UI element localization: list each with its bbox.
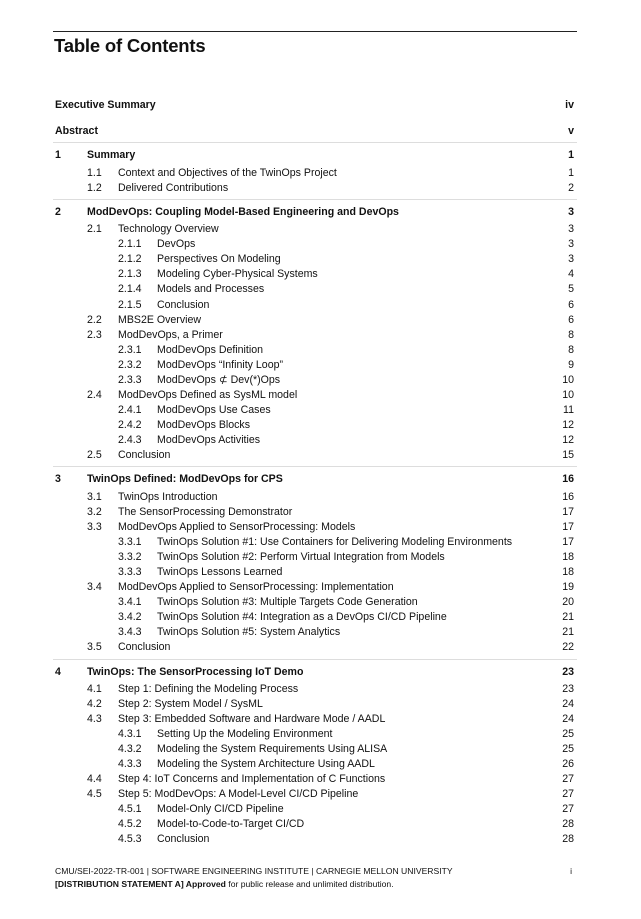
toc-entry-number: 1 xyxy=(55,149,61,161)
toc-entry-number: 2.2 xyxy=(87,314,102,326)
toc-entry-page: 3 xyxy=(568,223,574,235)
toc-entry-title: Step 2: System Model / SysML xyxy=(118,698,263,710)
toc-entry-number: 1.2 xyxy=(87,182,102,194)
footer-page-number: i xyxy=(570,866,572,876)
toc-entry-title: Model-Only CI/CD Pipeline xyxy=(157,803,284,815)
toc-entry-title: TwinOps Solution #5: System Analytics xyxy=(157,626,341,638)
toc-chapter-entry[interactable] xyxy=(55,205,575,219)
toc-entry-number: 4.5.3 xyxy=(118,833,142,845)
toc-entry-title: ModDevOps Defined as SysML model xyxy=(118,389,298,401)
toc-entry-number: 3.3 xyxy=(87,521,102,533)
toc-entry-page: 25 xyxy=(562,743,574,755)
toc-entry-number: 2.4.1 xyxy=(118,404,142,416)
toc-entry-page: 3 xyxy=(568,238,574,250)
toc-entry-page: 16 xyxy=(562,473,574,485)
toc-subsection-entry[interactable] xyxy=(55,550,575,564)
toc-entry-number: 2.1.5 xyxy=(118,299,142,311)
toc-entry-page: 3 xyxy=(568,253,574,265)
toc-entry-number: 3.3.2 xyxy=(118,551,142,563)
toc-entry-page: 27 xyxy=(562,773,574,785)
toc-front-matter-entry[interactable] xyxy=(55,98,575,112)
toc-entry-title: The SensorProcessing Demonstrator xyxy=(118,506,293,518)
top-rule xyxy=(53,31,577,32)
toc-section-entry[interactable] xyxy=(55,772,575,786)
toc-entry-number: 3.3.3 xyxy=(118,566,142,578)
footer-distribution-text: for public release and unlimited distribution. xyxy=(225,879,394,889)
toc-subsection-entry[interactable] xyxy=(55,802,575,816)
toc-entry-number: 2.3 xyxy=(87,329,102,341)
toc-entry-page: 5 xyxy=(568,283,574,295)
toc-entry-page: 27 xyxy=(562,803,574,815)
toc-entry-title: Conclusion xyxy=(157,833,210,845)
toc-entry-title: Conclusion xyxy=(118,449,171,461)
toc-entry-title: Models and Processes xyxy=(157,283,265,295)
toc-entry-page: 27 xyxy=(562,788,574,800)
toc-entry-number: 2.1.3 xyxy=(118,268,142,280)
toc-entry-page: 10 xyxy=(562,374,574,386)
toc-subsection-entry[interactable] xyxy=(55,832,575,846)
toc-entry-title: DevOps xyxy=(157,238,196,250)
toc-subsection-entry[interactable] xyxy=(55,565,575,579)
toc-section-entry[interactable] xyxy=(55,505,575,519)
toc-section-entry[interactable] xyxy=(55,712,575,726)
toc-entry-title: Step 1: Defining the Modeling Process xyxy=(118,683,299,695)
toc-entry-number: 4.5.1 xyxy=(118,803,142,815)
toc-entry-number: 4.5 xyxy=(87,788,102,800)
toc-section-entry[interactable] xyxy=(55,580,575,594)
toc-entry-title: TwinOps Defined: ModDevOps for CPS xyxy=(87,473,283,485)
toc-entry-number: 1.1 xyxy=(87,167,102,179)
toc-entry-number: 2.3.2 xyxy=(118,359,142,371)
toc-entry-number: 2.1.1 xyxy=(118,238,142,250)
toc-entry-title: Setting Up the Modeling Environment xyxy=(157,728,333,740)
toc-entry-title: ModDevOps: Coupling Model-Based Engineering and DevOps xyxy=(87,206,399,218)
toc-entry-page: 15 xyxy=(562,449,574,461)
toc-subsection-entry[interactable] xyxy=(55,433,575,447)
toc-entry-page: 25 xyxy=(562,728,574,740)
footer-publisher: CMU/SEI-2022-TR-001 | SOFTWARE ENGINEERING INSTITUTE | CARNEGIE MELLON UNIVERSITY xyxy=(55,866,453,876)
toc-entry-number: 2.5 xyxy=(87,449,102,461)
toc-entry-title: ModDevOps Definition xyxy=(157,344,263,356)
toc-entry-title: MBS2E Overview xyxy=(118,314,202,326)
toc-entry-title: Modeling the System Requirements Using ALISA xyxy=(157,743,388,755)
toc-entry-number: 2.4.2 xyxy=(118,419,142,431)
toc-entry-title: Step 4: IoT Concerns and Implementation of C Functions xyxy=(118,773,386,785)
toc-entry-number: 3.5 xyxy=(87,641,102,653)
toc-subsection-entry[interactable] xyxy=(55,282,575,296)
toc-section-entry[interactable] xyxy=(55,388,575,402)
toc-entry-number: 4.1 xyxy=(87,683,102,695)
toc-subsection-entry[interactable] xyxy=(55,595,575,609)
toc-subsection-entry[interactable] xyxy=(55,757,575,771)
toc-entry-page: 21 xyxy=(562,611,574,623)
toc-entry-title: Step 3: Embedded Software and Hardware Mode / AADL xyxy=(118,713,386,725)
toc-entry-page: 1 xyxy=(568,149,574,161)
toc-entry-page: 4 xyxy=(568,268,574,280)
toc-entry-title: Step 5: ModDevOps: A Model-Level CI/CD Pipeline xyxy=(118,788,359,800)
toc-section-entry[interactable] xyxy=(55,222,575,236)
toc-section-entry[interactable] xyxy=(55,448,575,462)
toc-entry-page: v xyxy=(568,125,574,137)
section-separator xyxy=(53,659,577,660)
toc-subsection-entry[interactable] xyxy=(55,373,575,387)
toc-entry-title: ModDevOps Activities xyxy=(157,434,261,446)
toc-entry-number: 4.5.2 xyxy=(118,818,142,830)
toc-entry-title: Summary xyxy=(87,149,136,161)
toc-entry-title: ModDevOps Applied to SensorProcessing: Models xyxy=(118,521,356,533)
toc-section-entry[interactable] xyxy=(55,520,575,534)
toc-entry-number: 3.3.1 xyxy=(118,536,142,548)
toc-entry-page: 20 xyxy=(562,596,574,608)
toc-entry-title: TwinOps Solution #3: Multiple Targets Code Generation xyxy=(157,596,418,608)
toc-subsection-entry[interactable] xyxy=(55,403,575,417)
toc-entry-page: 21 xyxy=(562,626,574,638)
toc-entry-page: 17 xyxy=(562,536,574,548)
toc-entry-number: 2 xyxy=(55,206,61,218)
toc-entry-title: ModDevOps Use Cases xyxy=(157,404,271,416)
toc-entry-page: 24 xyxy=(562,713,574,725)
toc-entry-page: 16 xyxy=(562,491,574,503)
toc-section-entry[interactable] xyxy=(55,697,575,711)
toc-entry-title: TwinOps Solution #4: Integration as a DevOps CI/CD Pipeline xyxy=(157,611,447,623)
toc-entry-page: 12 xyxy=(562,434,574,446)
toc-entry-page: 6 xyxy=(568,314,574,326)
toc-entry-page: 6 xyxy=(568,299,574,311)
toc-entry-page: 18 xyxy=(562,551,574,563)
toc-entry-title: Abstract xyxy=(55,125,98,137)
toc-entry-number: 2.3.1 xyxy=(118,344,142,356)
toc-entry-title: Delivered Contributions xyxy=(118,182,229,194)
toc-entry-number: 3.4 xyxy=(87,581,102,593)
toc-entry-title: Executive Summary xyxy=(55,99,156,111)
toc-entry-page: 11 xyxy=(563,404,574,416)
toc-entry-number: 3.4.1 xyxy=(118,596,142,608)
toc-entry-title: TwinOps Solution #2: Perform Virtual Integration from Models xyxy=(157,551,445,563)
toc-entry-number: 4 xyxy=(55,666,61,678)
page-title: Table of Contents xyxy=(54,35,206,56)
toc-entry-number: 3 xyxy=(55,473,61,485)
toc-entry-number: 2.4 xyxy=(87,389,102,401)
toc-entry-number: 4.3 xyxy=(87,713,102,725)
toc-entry-number: 2.1.4 xyxy=(118,283,142,295)
toc-entry-page: 1 xyxy=(568,167,574,179)
toc-entry-title: ModDevOps “Infinity Loop” xyxy=(157,359,284,371)
toc-subsection-entry[interactable] xyxy=(55,535,575,549)
toc-entry-page: 8 xyxy=(568,329,574,341)
toc-entry-page: 19 xyxy=(562,581,574,593)
toc-entry-number: 2.1.2 xyxy=(118,253,142,265)
toc-entry-number: 3.4.2 xyxy=(118,611,142,623)
toc-entry-page: 8 xyxy=(568,344,574,356)
toc-subsection-entry[interactable] xyxy=(55,742,575,756)
toc-entry-number: 3.4.3 xyxy=(118,626,142,638)
toc-entry-title: Technology Overview xyxy=(118,223,219,235)
toc-section-entry[interactable] xyxy=(55,787,575,801)
toc-subsection-entry[interactable] xyxy=(55,727,575,741)
toc-entry-page: 28 xyxy=(562,833,574,845)
toc-subsection-entry[interactable] xyxy=(55,252,575,266)
toc-entry-page: 23 xyxy=(562,683,574,695)
section-separator xyxy=(53,466,577,467)
toc-entry-title: Conclusion xyxy=(157,299,210,311)
footer-line-1 xyxy=(55,866,575,877)
toc-chapter-entry[interactable] xyxy=(55,472,575,486)
toc-subsection-entry[interactable] xyxy=(55,610,575,624)
toc-chapter-entry[interactable] xyxy=(55,665,575,679)
toc-entry-title: ModDevOps, a Primer xyxy=(118,329,223,341)
toc-subsection-entry[interactable] xyxy=(55,358,575,372)
toc-section-entry[interactable] xyxy=(55,682,575,696)
toc-entry-title: ModDevOps Blocks xyxy=(157,419,251,431)
toc-entry-page: 26 xyxy=(562,758,574,770)
toc-entry-number: 4.3.3 xyxy=(118,758,142,770)
toc-entry-page: 2 xyxy=(568,182,574,194)
toc-entry-title: TwinOps: The SensorProcessing IoT Demo xyxy=(87,666,304,678)
toc-entry-page: 28 xyxy=(562,818,574,830)
toc-entry-title: Context and Objectives of the TwinOps Project xyxy=(118,167,337,179)
toc-entry-page: 12 xyxy=(562,419,574,431)
toc-chapter-entry[interactable] xyxy=(55,148,575,162)
toc-section-entry[interactable] xyxy=(55,166,575,180)
toc-entry-title: TwinOps Introduction xyxy=(118,491,218,503)
toc-section-entry[interactable] xyxy=(55,490,575,504)
toc-entry-number: 3.1 xyxy=(87,491,102,503)
toc-subsection-entry[interactable] xyxy=(55,237,575,251)
toc-entry-page: 24 xyxy=(562,698,574,710)
toc-entry-number: 2.4.3 xyxy=(118,434,142,446)
toc-entry-page: 10 xyxy=(562,389,574,401)
toc-subsection-entry[interactable] xyxy=(55,267,575,281)
toc-entry-title: ModDevOps Applied to SensorProcessing: Implementation xyxy=(118,581,394,593)
section-separator xyxy=(53,199,577,200)
toc-entry-title: TwinOps Lessons Learned xyxy=(157,566,283,578)
toc-entry-page: 9 xyxy=(568,359,574,371)
toc-entry-page: 23 xyxy=(562,666,574,678)
toc-section-entry[interactable] xyxy=(55,328,575,342)
toc-subsection-entry[interactable] xyxy=(55,418,575,432)
toc-section-entry[interactable] xyxy=(55,181,575,195)
toc-entry-page: iv xyxy=(565,99,574,111)
toc-entry-page: 22 xyxy=(562,641,574,653)
toc-entry-title: Perspectives On Modeling xyxy=(157,253,281,265)
toc-subsection-entry[interactable] xyxy=(55,817,575,831)
toc-entry-number: 3.2 xyxy=(87,506,102,518)
toc-entry-title: Model-to-Code-to-Target CI/CD xyxy=(157,818,305,830)
toc-entry-title: Conclusion xyxy=(118,641,171,653)
toc-entry-title: Modeling Cyber-Physical Systems xyxy=(157,268,318,280)
toc-subsection-entry[interactable] xyxy=(55,343,575,357)
toc-entry-page: 17 xyxy=(562,506,574,518)
toc-entry-title: Modeling the System Architecture Using AADL xyxy=(157,758,375,770)
toc-entry-number: 4.3.2 xyxy=(118,743,142,755)
toc-entry-title: TwinOps Solution #1: Use Containers for Delivering Modeling Environments xyxy=(157,536,513,548)
toc-subsection-entry[interactable] xyxy=(55,298,575,312)
footer-line-2 xyxy=(55,879,575,890)
section-separator xyxy=(53,142,577,143)
toc-section-entry[interactable] xyxy=(55,640,575,654)
toc-entry-number: 4.2 xyxy=(87,698,102,710)
toc-entry-number: 2.1 xyxy=(87,223,102,235)
toc-entry-page: 18 xyxy=(562,566,574,578)
toc-entry-number: 2.3.3 xyxy=(118,374,142,386)
toc-entry-number: 4.3.1 xyxy=(118,728,142,740)
toc-entry-page: 3 xyxy=(568,206,574,218)
toc-section-entry[interactable] xyxy=(55,313,575,327)
toc-entry-page: 17 xyxy=(562,521,574,533)
toc-entry-number: 4.4 xyxy=(87,773,102,785)
toc-subsection-entry[interactable] xyxy=(55,625,575,639)
footer-distribution-statement: [DISTRIBUTION STATEMENT A] Approved xyxy=(55,879,226,889)
toc-entry-title: ModDevOps ⊄ Dev(*)Ops xyxy=(157,374,281,386)
toc-front-matter-entry[interactable] xyxy=(55,124,575,138)
